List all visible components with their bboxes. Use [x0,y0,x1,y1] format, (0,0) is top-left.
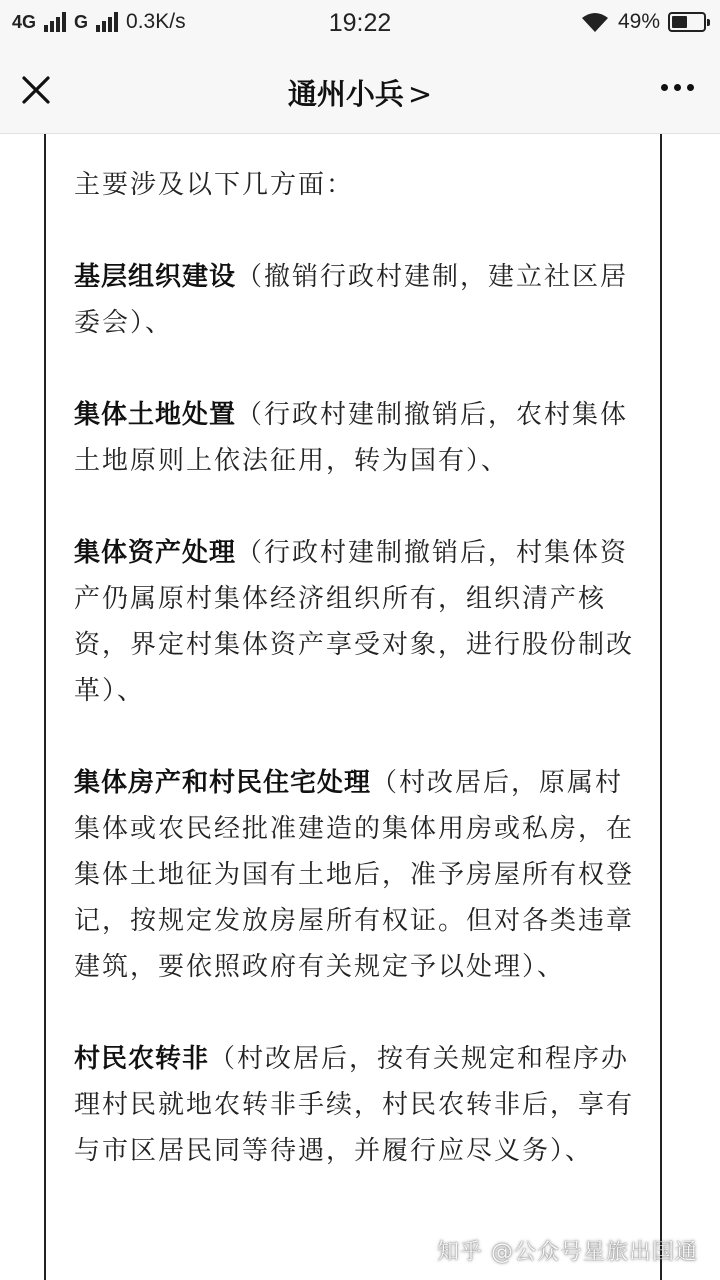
article-body [74,162,640,1220]
network-type-label: 4G [12,11,37,32]
article-section [74,392,640,484]
section-heading: 集体土地处置 [74,400,237,430]
article-section [74,530,640,714]
article-intro: 主要涉及以下几方面： [74,170,355,200]
battery-level-fill [672,16,687,28]
article-section [74,1036,640,1174]
watermark: 知乎 @公众号星旅出国通 [437,1240,698,1265]
section-heading: 基层组织建设 [74,262,237,292]
status-bar [0,0,720,48]
article-section [74,254,640,346]
account-name[interactable]: 通州小兵 [287,77,404,111]
network-speed: 0.3K/s [126,10,186,33]
chevron-right-icon[interactable]: > [407,77,433,111]
nav-bar [0,48,720,134]
account-title[interactable] [0,72,720,113]
section-body: （撤销行政村建制，建立社区居委会）、 [74,262,629,338]
section-heading: 集体房产和村民住宅处理 [74,768,372,798]
status-right [580,10,706,34]
section-heading: 集体资产处理 [74,538,237,568]
section-body: （行政村建制撤销后，农村集体土地原则上依法征用，转为国有）、 [74,400,629,476]
section-body: （村改居后，按有关规定和程序办理村民就地农转非手续，村民农转非后，享有与市区居民同等待遇，并履行应尽义务）、 [74,1044,635,1166]
status-time: 19:22 [328,9,392,37]
article-section [74,760,640,990]
battery-icon [668,12,706,32]
section-heading: 村民农转非 [74,1044,210,1074]
section-body: （村改居后，原属村集体或农民经批准建造的集体用房或私房，在集体土地征为国有土地后，准予房屋所有权登记，按规定发放房屋所有权证。但对各类违章建筑，要依照政府有关规定予以处理）、 [74,768,635,982]
wifi-icon [580,11,610,33]
battery-percent: 49% [617,10,660,33]
network-type-label-2: G [74,11,89,32]
section-body: （行政村建制撤销后，村集体资产仍属原村集体经济组织所有，组织清产核资，界定村集体资产享受对象，进行股份制改革）、 [74,538,635,706]
article-content[interactable] [0,134,720,1280]
more-icon[interactable] [661,78,694,97]
